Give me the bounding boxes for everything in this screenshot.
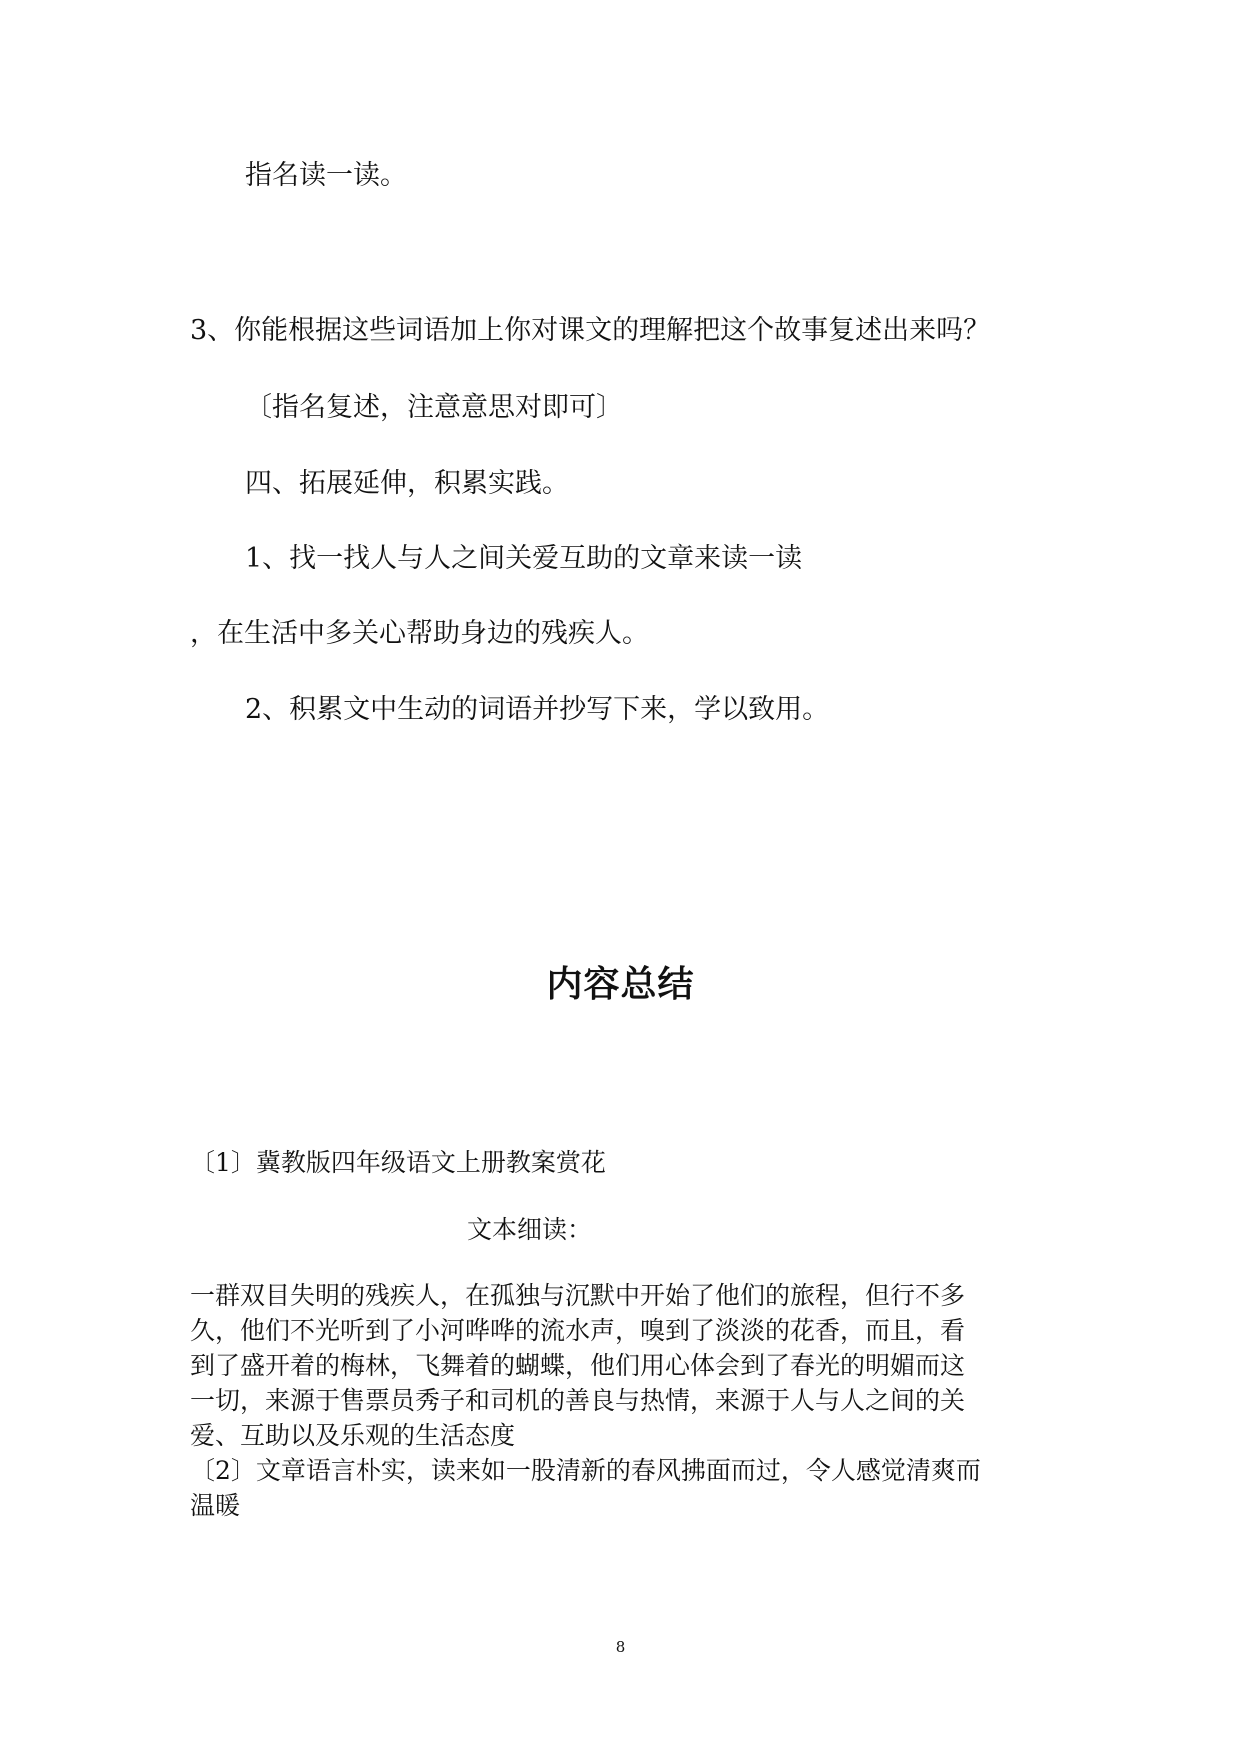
paragraph-line: 爱、互助以及乐观的生活态度 [190, 1421, 516, 1450]
body-line: 1、找一找人与人之间关爱互助的文章来读一读 [245, 543, 803, 574]
body-line: 3、你能根据这些词语加上你对课文的理解把这个故事复述出来吗？ [190, 315, 991, 346]
body-line: 四、拓展延伸，积累实践。 [245, 468, 569, 499]
summary-title: 内容总结 [546, 964, 695, 1005]
paragraph-line: 一切，来源于售票员秀子和司机的善良与热情，来源于人与人之间的关 [190, 1386, 966, 1415]
summary-item: 〔1〕冀教版四年级语文上册教案赏花 [190, 1148, 606, 1177]
paragraph-line: 一群双目失明的残疾人，在孤独与沉默中开始了他们的旅程，但行不多 [190, 1281, 966, 1310]
paragraph-line: 温暖 [190, 1491, 241, 1520]
body-line: ，在生活中多关心帮助身边的残疾人。 [190, 618, 649, 649]
paragraph-line: 久，他们不光听到了小河哗哗的流水声，嗅到了淡淡的花香，而且，看 [190, 1316, 966, 1345]
paragraph-line: 到了盛开着的梅林，飞舞着的蝴蝶，他们用心体会到了春光的明媚而这 [190, 1351, 966, 1380]
paragraph-line: 〔2〕文章语言朴实，读来如一股清新的春风拂面而过，令人感觉清爽而 [190, 1456, 981, 1485]
page-number: 8 [615, 1638, 626, 1656]
body-line: 指名读一读。 [245, 160, 407, 191]
body-line: 2、积累文中生动的词语并抄写下来，学以致用。 [245, 694, 830, 725]
summary-subheading: 文本细读： [467, 1215, 593, 1244]
body-line: 〔指名复述，注意意思对即可〕 [245, 392, 623, 423]
